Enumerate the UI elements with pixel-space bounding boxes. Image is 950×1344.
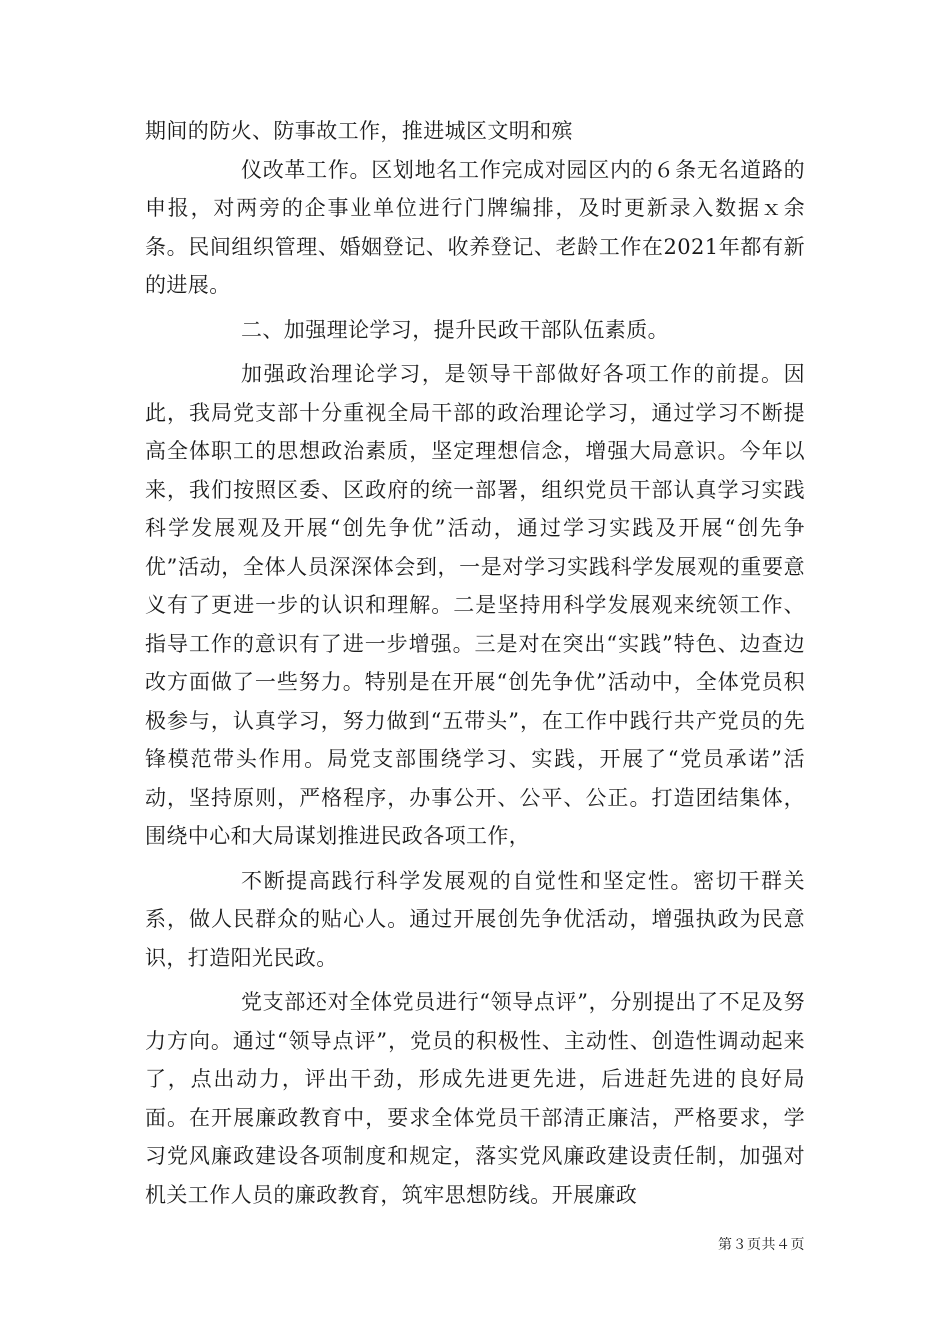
page-number: 第３页共４页	[718, 1237, 805, 1253]
paragraph-4: 不断提高践行科学发展观的自觉性和坚定性。密切干群关系，做人民群众的贴心人。通过开展创先争优活动，增强执政为民意识，打造阳光民政。	[145, 868, 805, 970]
document-body	[145, 112, 805, 1214]
section-heading: 二、加强理论学习，提升民政干部队伍素质。	[241, 317, 669, 342]
paragraph-3: 加强政治理论学习，是领导干部做好各项工作的前提。因此，我局党支部十分重视全局干部的政治理论学习，通过学习不断提高全体职工的思想政治素质，坚定理想信念，增强大局意识。今年以来，我们按照区委、区政府的统一部署，组织党员干部认真学习实践科学发展观及开展“创先争优”活动，通过学习实践及开展“创先争优”活动，全体人员深深体会到，一是对学习实践科学发展观的重要意义有了更进一步的认识和理解。二是坚持用科学发展观来统领工作、指导工作的意识有了进一步增强。三是对在突出“实践”特色、边查边改方面做了一些努力。特别是在开展“创先争优”活动中，全体党员积极参与，认真学习，努力做到“五带头”，在工作中践行共产党员的先锋模范带头作用。局党支部围绕学习、实践，开展了“党员承诺”活动，坚持原则，严格程序，办事公开、公平、公正。打造团结集体，围绕中心和大局谋划推进民政各项工作，	[145, 362, 805, 848]
paragraph-2: 仪改革工作。区划地名工作完成对园区内的６条无名道路的申报，对两旁的企事业单位进行门牌编排，及时更新录入数据ｘ余条。民间组织管理、婚姻登记、收养登记、老龄工作在2021年都有新的进展。	[145, 157, 805, 297]
paragraph-1: 期间的防火、防事故工作，推进城区文明和殡	[145, 119, 573, 143]
paragraph-5: 党支部还对全体党员进行“领导点评”，分别提出了不足及努力方向。通过“领导点评”，党员的积极性、主动性、创造性调动起来了，点出动力，评出干劲，形成先进更先进，后进赶先进的良好局面。在开展廉政教育中，要求全体党员干部清正廉洁，严格要求，学习党风廉政建设各项制度和规定，落实党风廉政建设责任制，加强对机关工作人员的廉政教育，筑牢思想防线。开展廉政	[145, 990, 805, 1207]
